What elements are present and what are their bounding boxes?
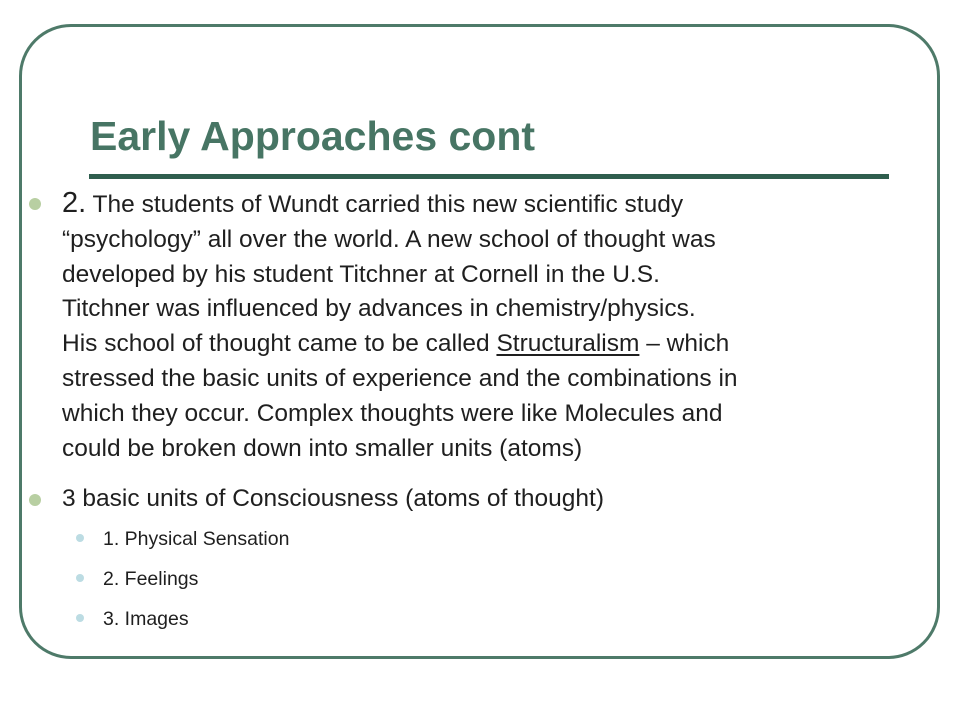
text-line <box>62 327 952 362</box>
text-line: 3 basic units of Consciousness (atoms of thought) <box>62 485 605 513</box>
text-line: which they occur. Complex thoughts were like Molecules and <box>62 399 723 427</box>
bullet-lead-number: 2. <box>62 187 87 219</box>
sub-bullet-dot-icon <box>76 534 84 542</box>
line-text: His school of thought came to be called <box>62 330 497 358</box>
slide-content <box>26 186 946 646</box>
sub-bullet-dot-icon <box>76 614 84 622</box>
text-line: Titchner was influenced by advances in chemistry/physics. <box>62 295 696 323</box>
line-text: The students of Wundt carried this new scientific study <box>86 191 684 218</box>
sub-bullet-list <box>26 526 946 632</box>
sub-bullet-dot-icon <box>76 574 84 582</box>
title-underline-rule <box>89 174 889 179</box>
sub-bullet-item <box>26 606 946 632</box>
text-line: stressed the basic units of experience and the combinations in <box>62 364 738 392</box>
sub-bullet-text: 1. Physical Sensation <box>103 528 290 551</box>
bullet-dot-icon <box>29 494 41 506</box>
text-line <box>62 186 952 223</box>
sub-bullet-item <box>26 526 946 552</box>
text-line: developed by his student Titchner at Cornell in the U.S. <box>62 260 660 288</box>
slide-title: Early Approaches cont <box>90 113 536 159</box>
sub-bullet-text: 2. Feelings <box>103 568 199 591</box>
text-line: “psychology” all over the world. A new school of thought was <box>62 225 716 253</box>
bullet-item-basic-units <box>26 482 946 517</box>
line-text: – which <box>639 330 730 358</box>
structuralism-term: Structuralism <box>496 330 640 358</box>
bullet-item-structuralism <box>26 186 952 466</box>
text-line: could be broken down into smaller units (atoms) <box>62 434 583 462</box>
bullet-dot-icon <box>29 198 41 210</box>
sub-bullet-text: 3. Images <box>103 608 189 631</box>
sub-bullet-item <box>26 566 946 592</box>
